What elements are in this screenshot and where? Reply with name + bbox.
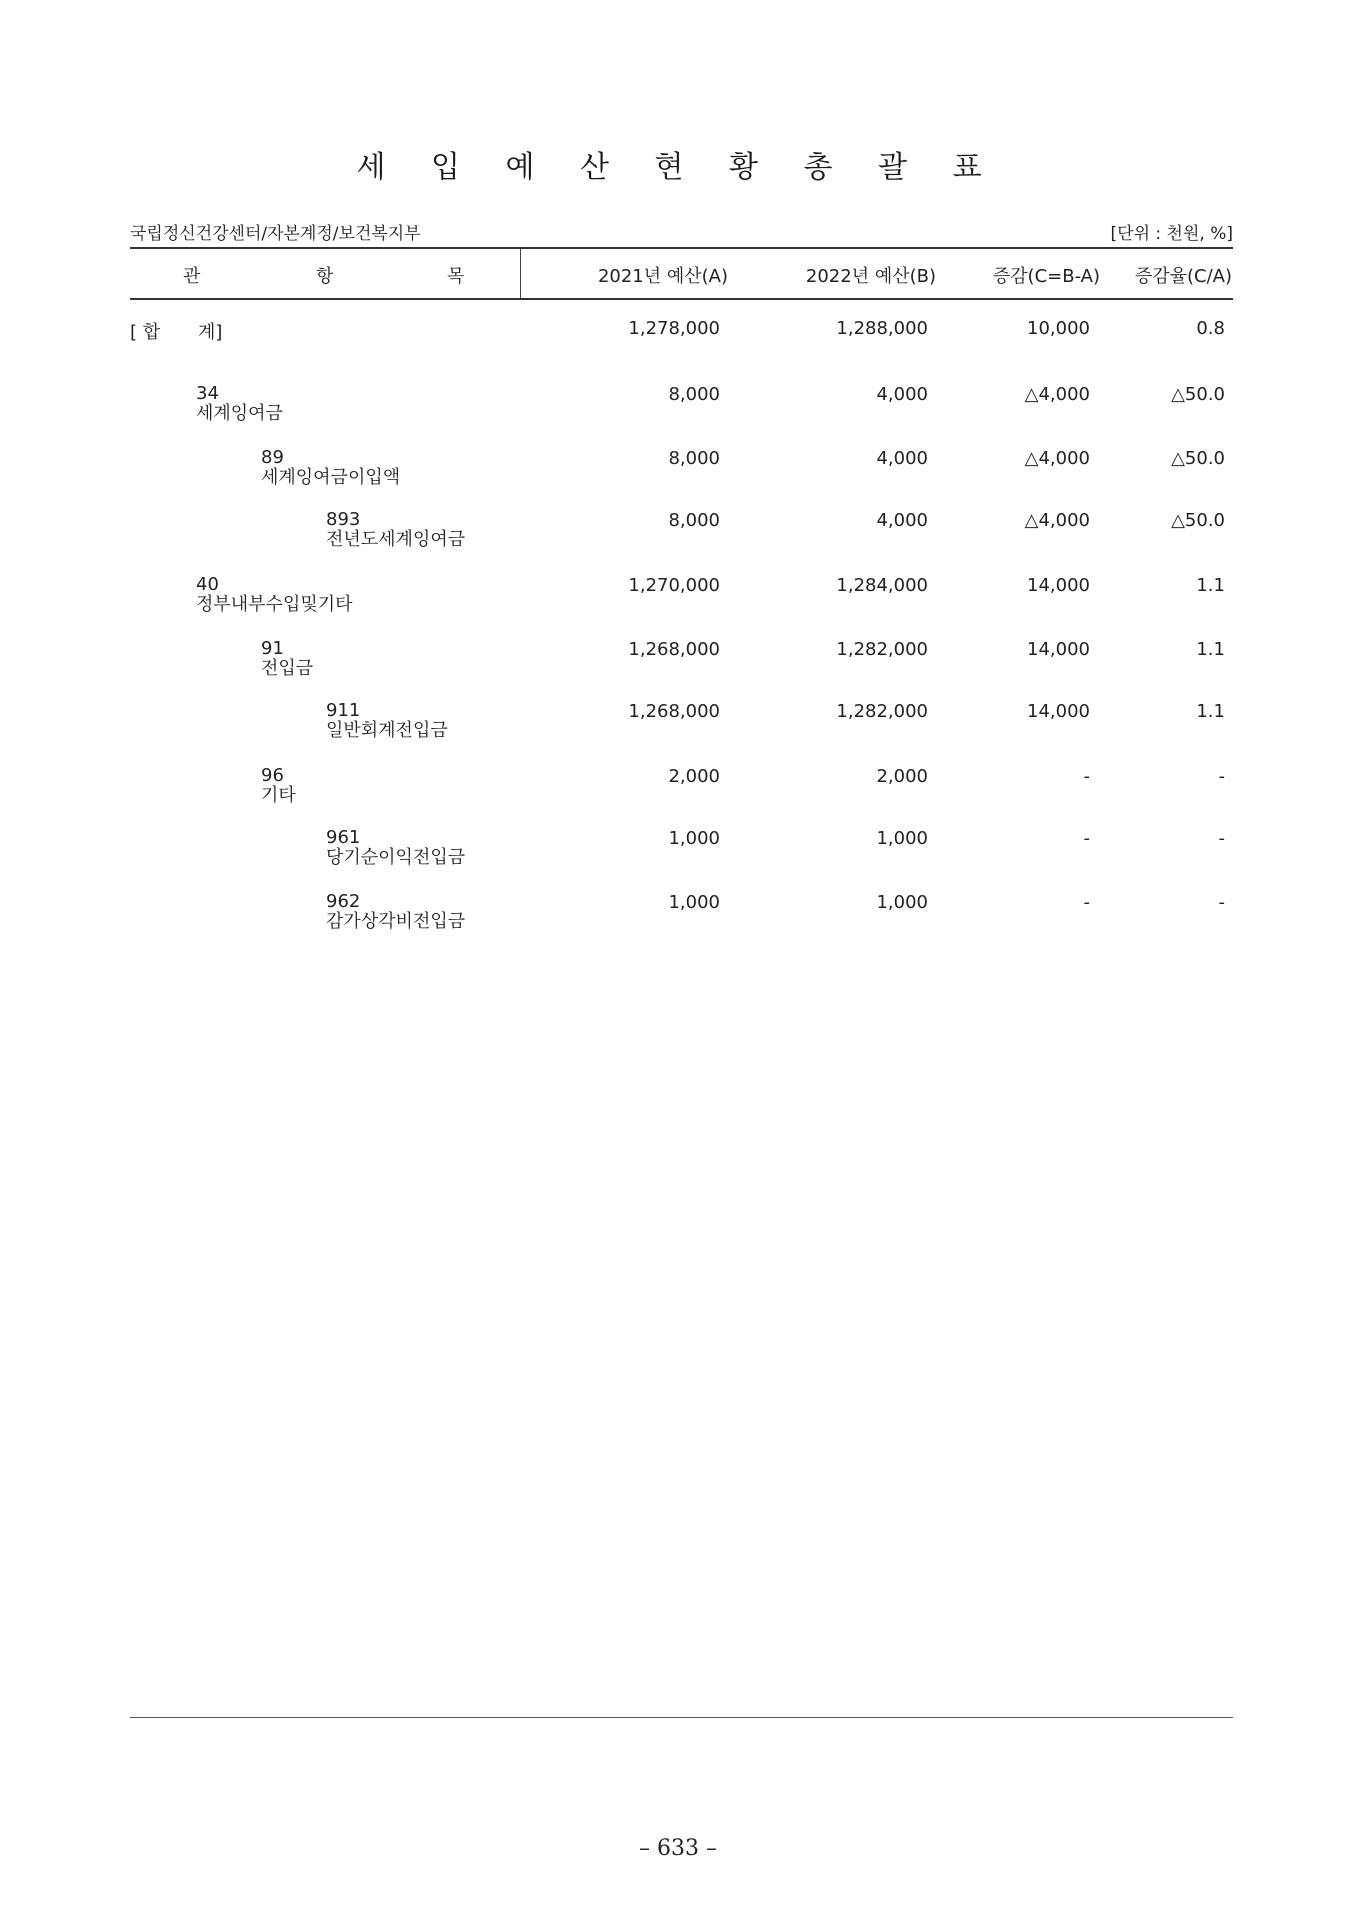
- item-code: 89: [261, 447, 284, 468]
- difference: 14,000: [1027, 701, 1090, 722]
- difference: -: [1083, 892, 1090, 913]
- header-rate: 증감율(C/A): [1134, 266, 1232, 287]
- table-top-rule: [130, 247, 1233, 249]
- item-name: 기타: [261, 785, 296, 806]
- table-row: [0, 701, 1356, 751]
- total-rate: 0.8: [1196, 318, 1225, 339]
- budget-2021: 8,000: [668, 448, 720, 469]
- item-name: 전년도세계잉여금: [326, 529, 466, 550]
- change-rate: △50.0: [1171, 448, 1225, 469]
- change-rate: -: [1218, 828, 1225, 849]
- change-rate: 1.1: [1196, 639, 1225, 660]
- table-row: [0, 766, 1356, 816]
- header-2021-budget: 2021년 예산(A): [597, 266, 728, 287]
- page-number: – 633 –: [639, 1836, 717, 1861]
- total-2021: 1,278,000: [628, 318, 720, 339]
- budget-2021: 1,000: [668, 892, 720, 913]
- budget-2022: 4,000: [876, 384, 928, 405]
- item-name: 정부내부수입및기타: [196, 594, 353, 615]
- item-name: 감가상각비전입금: [326, 911, 466, 932]
- budget-2022: 1,000: [876, 828, 928, 849]
- header-difference: 증감(C=B-A): [992, 266, 1100, 287]
- change-rate: -: [1218, 766, 1225, 787]
- item-label: [261, 765, 296, 806]
- total-difference: 10,000: [1027, 318, 1090, 339]
- budget-2022: 1,282,000: [836, 639, 928, 660]
- change-rate: 1.1: [1196, 575, 1225, 596]
- header-gwan: 관: [183, 266, 201, 287]
- budget-2021: 1,000: [668, 828, 720, 849]
- change-rate: -: [1218, 892, 1225, 913]
- budget-2021: 2,000: [668, 766, 720, 787]
- item-label: [196, 574, 353, 615]
- table-header-rule: [130, 298, 1233, 300]
- item-label: [326, 509, 466, 550]
- item-code: 96: [261, 765, 284, 786]
- budget-2021: 1,270,000: [628, 575, 720, 596]
- item-code: 34: [196, 383, 219, 404]
- change-rate: △50.0: [1171, 510, 1225, 531]
- item-name: 세계잉여금: [196, 403, 283, 424]
- item-label: [196, 383, 283, 424]
- unit-label: [단위 : 천원, %]: [1110, 224, 1233, 244]
- organization-label: 국립정신건강센터/자본계정/보건복지부: [130, 224, 421, 244]
- budget-2021: 1,268,000: [628, 701, 720, 722]
- budget-2021: 8,000: [668, 510, 720, 531]
- total-label-left: [ 합: [130, 322, 161, 343]
- total-2022: 1,288,000: [836, 318, 928, 339]
- item-code: 91: [261, 638, 284, 659]
- difference: 14,000: [1027, 575, 1090, 596]
- item-label: [261, 447, 401, 488]
- difference: 14,000: [1027, 639, 1090, 660]
- item-label: [326, 700, 448, 741]
- budget-2022: 1,284,000: [836, 575, 928, 596]
- budget-2021: 8,000: [668, 384, 720, 405]
- page-title: 세 입 예 산 현 황 총 괄 표: [356, 150, 1000, 185]
- table-row: [0, 448, 1356, 498]
- budget-2021: 1,268,000: [628, 639, 720, 660]
- header-divider: [520, 249, 521, 298]
- budget-2022: 1,000: [876, 892, 928, 913]
- item-name: 세계잉여금이입액: [261, 467, 401, 488]
- item-code: 961: [326, 827, 361, 848]
- difference: -: [1083, 828, 1090, 849]
- item-code: 911: [326, 700, 361, 721]
- header-mok: 목: [447, 266, 465, 287]
- table-row: [0, 828, 1356, 878]
- table-row: [0, 639, 1356, 689]
- footer-rule: [130, 1717, 1233, 1718]
- item-label: [326, 827, 466, 868]
- item-label: [326, 891, 466, 932]
- difference: △4,000: [1024, 384, 1090, 405]
- item-name: 당기순이익전입금: [326, 847, 466, 868]
- table-row: [0, 892, 1356, 942]
- budget-2022: 4,000: [876, 448, 928, 469]
- total-label-right: 계]: [198, 322, 223, 343]
- item-name: 전입금: [261, 658, 314, 679]
- item-code: 893: [326, 509, 361, 530]
- item-code: 40: [196, 574, 219, 595]
- budget-2022: 1,282,000: [836, 701, 928, 722]
- table-row: [0, 575, 1356, 625]
- difference: -: [1083, 766, 1090, 787]
- change-rate: 1.1: [1196, 701, 1225, 722]
- item-label: [261, 638, 314, 679]
- header-2022-budget: 2022년 예산(B): [805, 266, 936, 287]
- change-rate: △50.0: [1171, 384, 1225, 405]
- total-row: [0, 318, 1356, 368]
- table-row: [0, 384, 1356, 434]
- difference: △4,000: [1024, 448, 1090, 469]
- item-code: 962: [326, 891, 361, 912]
- difference: △4,000: [1024, 510, 1090, 531]
- table-row: [0, 510, 1356, 560]
- budget-2022: 4,000: [876, 510, 928, 531]
- budget-2022: 2,000: [876, 766, 928, 787]
- header-hang: 항: [316, 266, 334, 287]
- item-name: 일반회계전입금: [326, 720, 448, 741]
